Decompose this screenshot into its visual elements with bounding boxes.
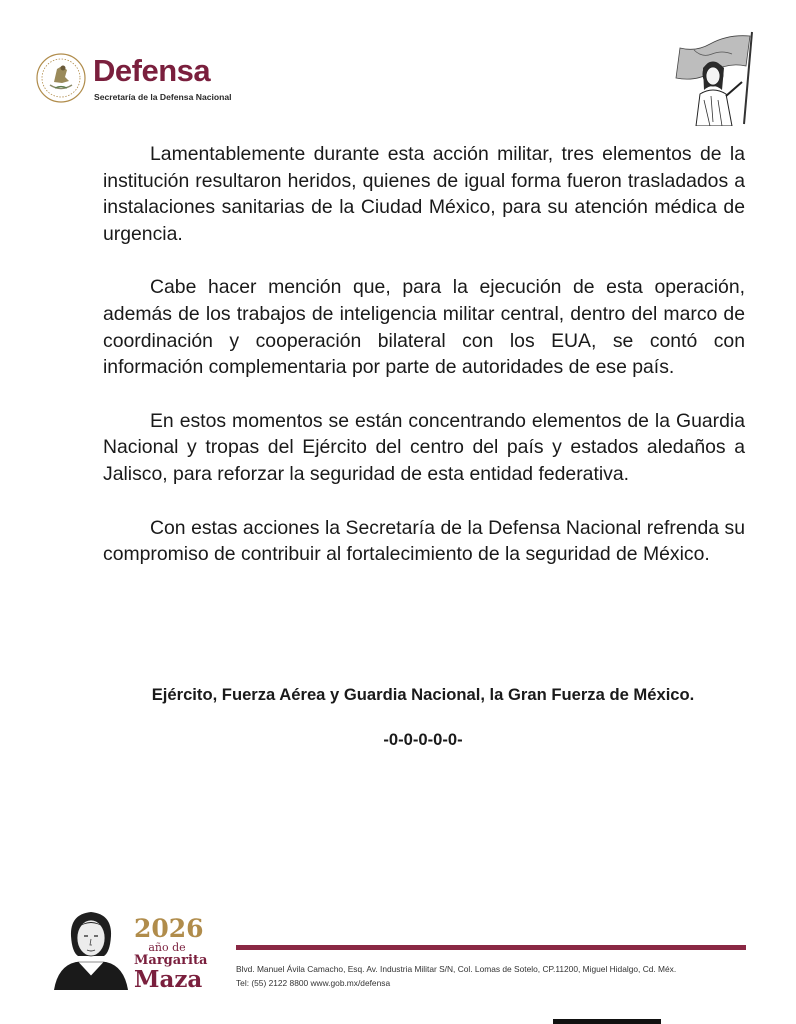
- margarita-maza-portrait: [48, 906, 134, 990]
- body-paragraph: Con estas acciones la Secretaría de la Defensa Nacional refrenda su compromiso de contribuir al fortalecimiento de la seguridad de México.: [103, 516, 745, 566]
- brand-subtitle: Secretaría de la Defensa Nacional: [94, 92, 232, 102]
- closing-motto: Ejército, Fuerza Aérea y Guardia Nacional, la Gran Fuerza de México.: [151, 685, 695, 704]
- footer-divider: [236, 945, 746, 950]
- footer-address: Blvd. Manuel Ávila Camacho, Esq. Av. Industria Militar S/N, Col. Lomas de Sotelo, CP.11200, Miguel Hidalgo, Cd. Méx.: [236, 964, 677, 974]
- honoree-first-name: Margarita: [134, 953, 208, 968]
- year-number: 2026: [134, 914, 204, 943]
- brand-name: Defensa: [93, 53, 211, 88]
- mexican-national-seal-icon: [35, 52, 87, 104]
- page-edge-bar: [553, 1019, 661, 1024]
- year-badge: [134, 914, 208, 993]
- woman-with-flag-illustration: [666, 30, 758, 126]
- honoree-last-name: Maza: [134, 966, 203, 993]
- letterhead: [0, 0, 796, 130]
- body-paragraph: Lamentablemente durante esta acción militar, tres elementos de la institución resultaron heridos, quienes de igual forma fueron trasladados a instalaciones sanitarias de la Ciudad México, para su atención médica de urgencia.: [103, 143, 745, 245]
- end-separator: -0-0-0-0-0-: [383, 730, 463, 749]
- body-paragraph: Cabe hacer mención que, para la ejecución de esta operación, además de los trabajos de inteligencia militar central, dentro del marco de coordinación y cooperación bilateral con los EUA, se contó con información complementaria por parte de autoridades de ese país.: [103, 276, 745, 379]
- body-paragraph: En estos momentos se están concentrando elementos de la Guardia Nacional y tropas del Ejército del centro del país y estados aledaños a Jalisco, para reforzar la seguridad de esta entidad federativa.: [103, 409, 745, 485]
- year-sub: año de: [148, 941, 186, 954]
- footer-contact: Tel: (55) 2122 8800 www.gob.mx/defensa: [236, 978, 391, 988]
- letter-body: [103, 141, 745, 595]
